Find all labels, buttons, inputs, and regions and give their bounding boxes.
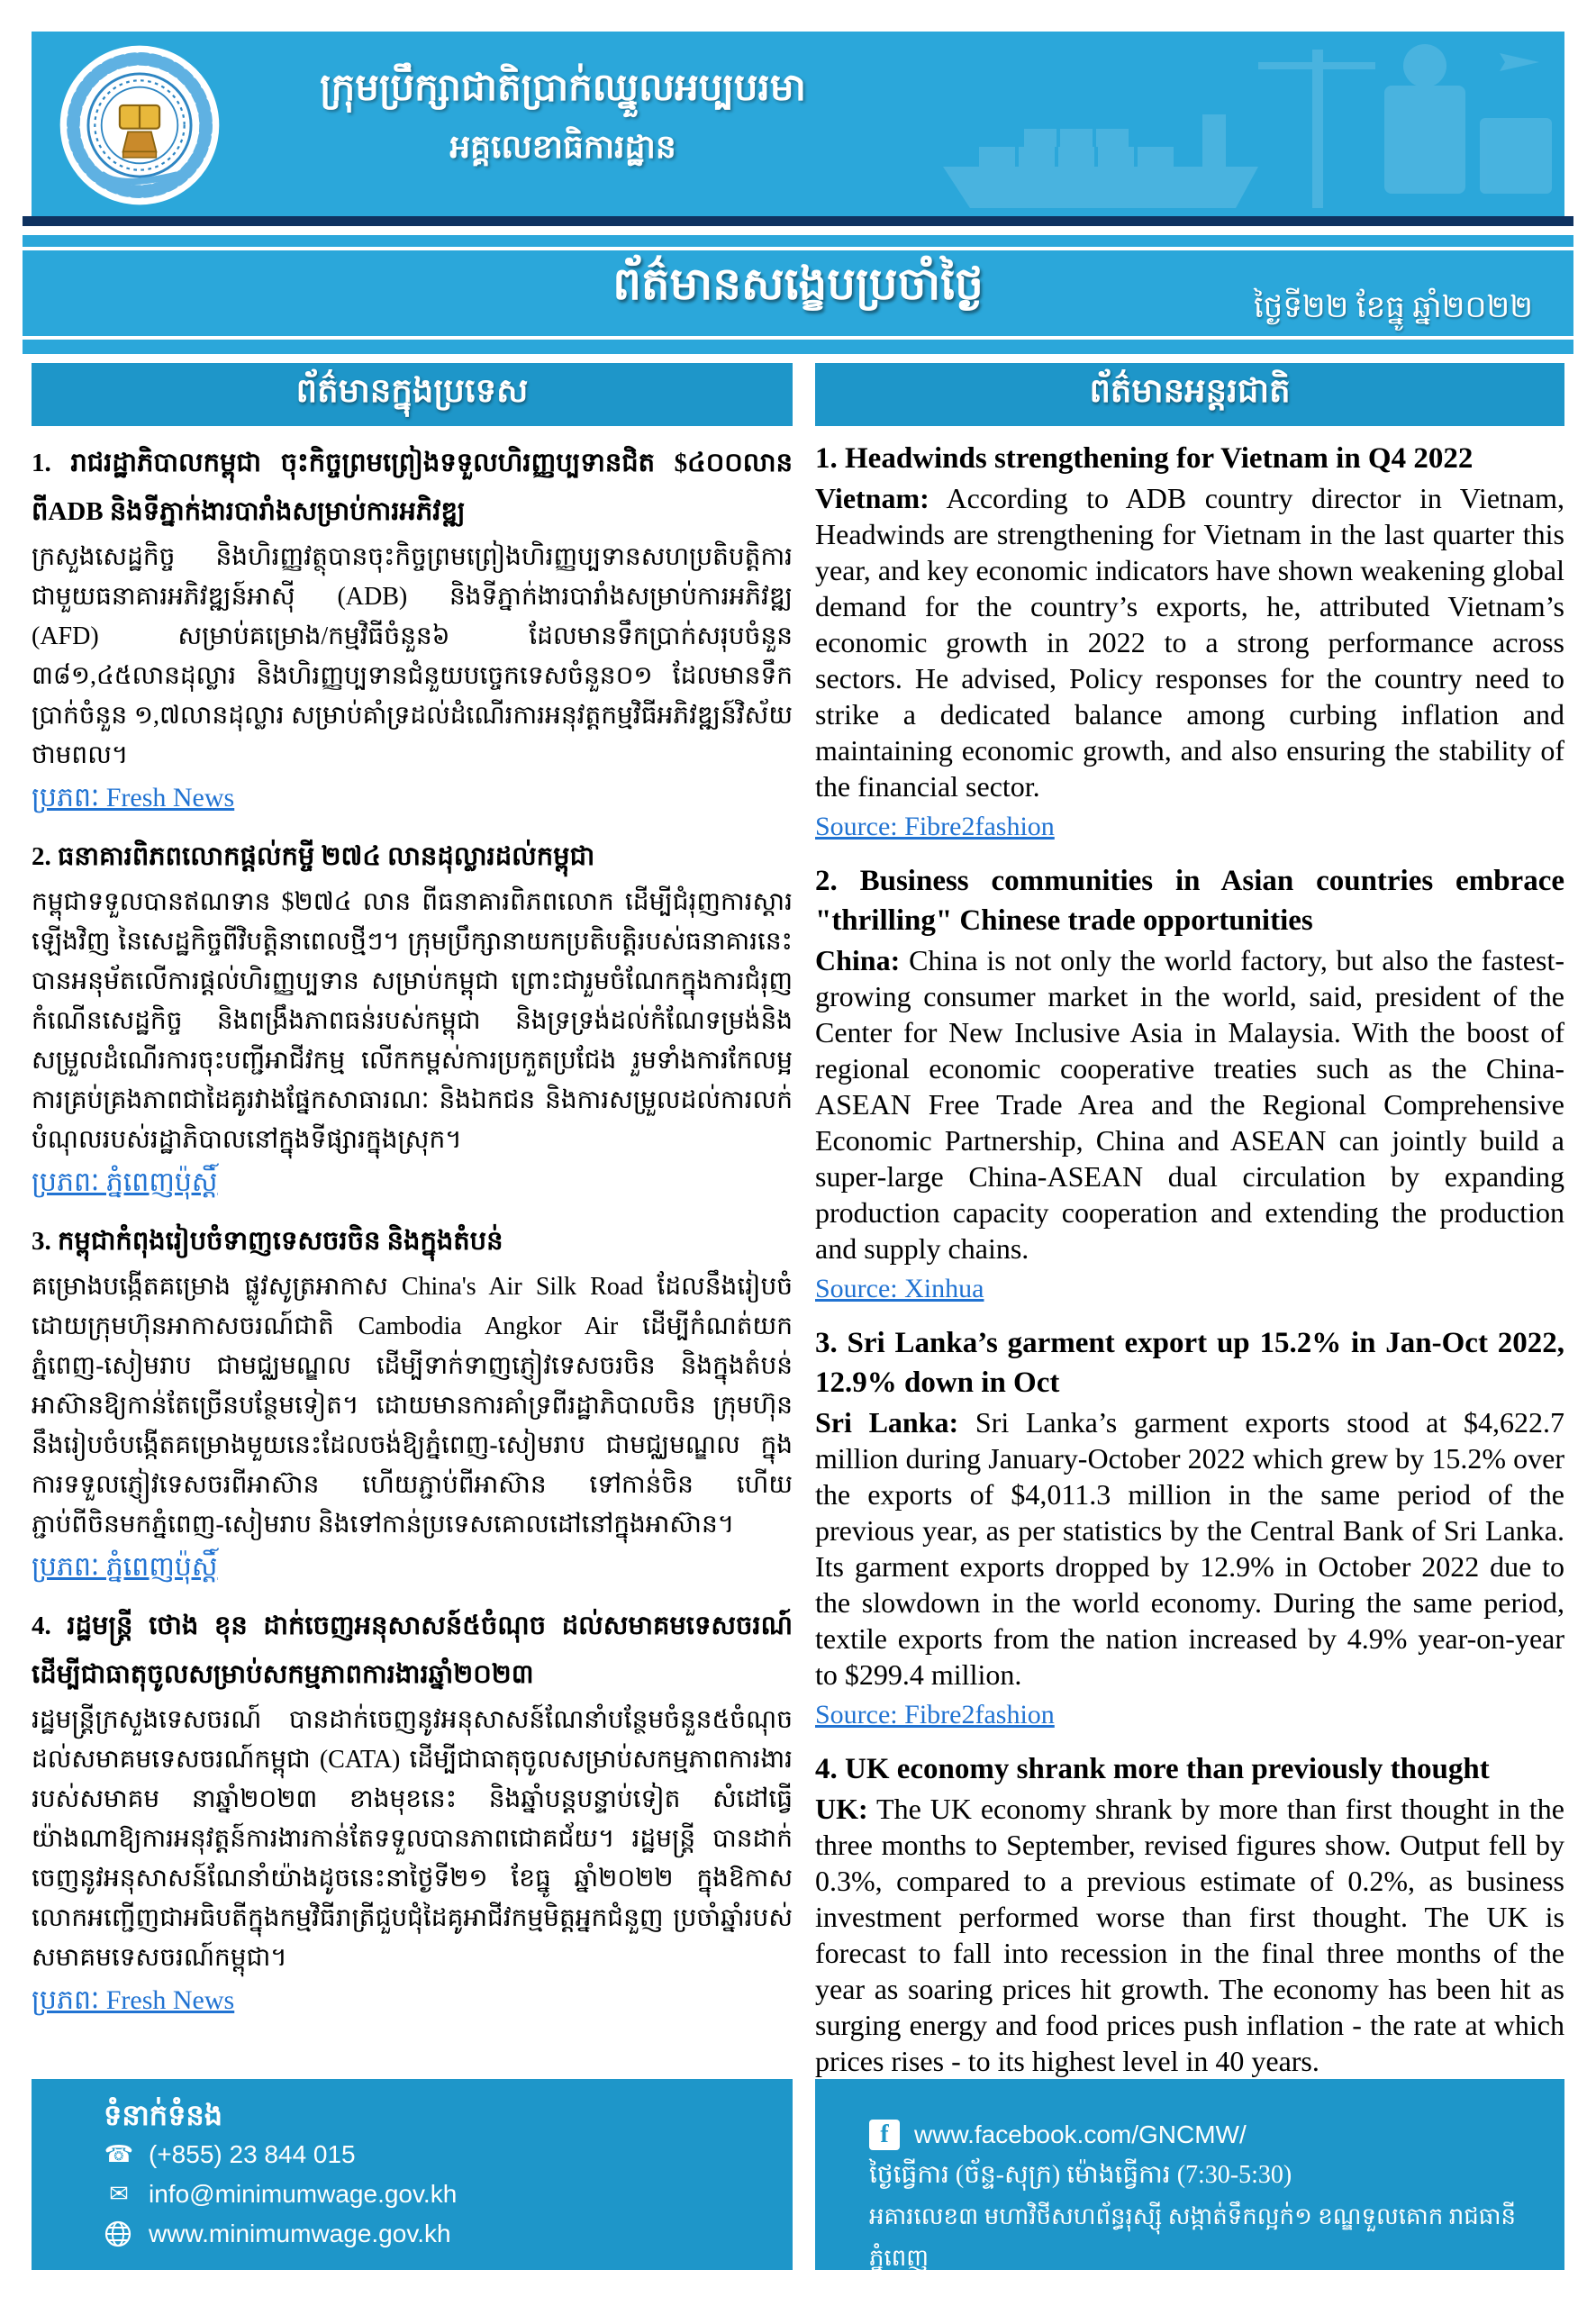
phone-row [104,2135,766,2174]
article-text: China is not only the world factory, but also the fastest-growing consumer market in the world, said, president of the Center for New Inclusive Asia in Malaysia. With the boost of regional economic cooperative treaties such as the China-ASEAN Free Trade Area and the Regional Comprehensive Economic Partnership, China and ASEAN can jointly build a super-large China-ASEAN dual circulation by expanding production capacity cooperation and extending the production and supply chains. [815,944,1565,1265]
international-article-1 [815,439,1564,852]
section-header-international [815,363,1564,426]
article-title: 2. ធនាគារពិភពលោកផ្តល់កម្ចី ២៧៤ លានដុល្លារដល់កម្ពុជា [32,842,595,871]
domestic-article-4 [32,1602,793,2026]
article-text: The UK economy shrank by more than first thought in the three months to September, revised figures show. Output fell by 0.3%, compared to a previous estimate of 0.2%, as business investment performed worse than first thought. The UK is forecast to fall into recession in the final three months of the year as soaring prices hit growth. The economy has been hit as surging energy and food prices push inflation - the rate at which prices rises - to its highest level in 40 years. [815,1793,1565,2077]
international-news-column [815,435,1564,2079]
issue-date: ថ្ងៃទី២២ ខែធ្នូ ឆ្នាំ២០២២ [1253,291,1533,324]
article-text: Sri Lanka’s garment exports stood at $4,622.7 million during January-October 2022 which grew by 15.2% over the exports of $4,011.3 million in the same period of the previous year, as per statistics by the Central Bank of Sri Lanka. Its garment exports dropped by 12.9% in October 2022 due to the slowdown in the world economy. During the same period, textile exports from the nation increased by 4.9% year-on-year to $299.4 million. [815,1406,1565,1691]
article-title: 4. រដ្ឋមន្ត្រី ថោង ខុន ដាក់ចេញអនុសាសន៍៥ចំណុច ដល់សមាគមទេសចរណ៍ ដើម្បីជាធាតុចូលសម្រាប់សកម្មភាពការងារឆ្នាំ២០២៣ [32,1611,793,1689]
article-title: 1. Headwinds strengthening for Vietnam in Q4 2022 [815,442,1474,475]
contact-title: ទំនាក់ទំនង [104,2099,223,2131]
article-title: 3. Sri Lanka’s garment export up 15.2% in Jan-Oct 2022, 12.9% down in Oct [815,1327,1564,1399]
masthead [23,250,1573,336]
article-title: 3. កម្ពុជាកំពុងរៀបចំទាញទេសចរចិន និងក្នុងតំបន់ [32,1227,503,1256]
facebook-row [869,2115,1537,2155]
port-illustration [754,32,1564,219]
office-address: អគារលេខ៣ មហាវិថីសហព័ន្ធរុស្ស៊ី សង្កាត់ទឹកល្អក់១ ខណ្ឌទួលគោក រាជធានីភ្នំពេញ [869,2203,1517,2271]
email-icon: ✉ [109,2181,129,2208]
org-subtitle: អគ្គលេខាធិការដ្ឋាន [449,129,676,165]
masthead-strip-top [23,235,1573,247]
page-title: ព័ត៌មានសង្ខេបប្រចាំថ្ងៃ [612,259,984,309]
article-body [815,942,1564,1266]
navy-divider [23,216,1573,226]
article-body [815,1404,1564,1693]
org-name: ក្រុមប្រឹក្សាជាតិប្រាក់ឈ្នួលអប្បបរមា [320,68,806,109]
international-article-2 [815,861,1564,1314]
article-lead: UK: [815,1793,868,1825]
article-lead: Vietnam: [815,482,929,514]
email-address[interactable]: info@minimumwage.gov.kh [149,2180,458,2208]
domestic-article-1 [32,439,793,823]
contact-footer [32,2079,793,2270]
source-link[interactable]: Source: Xinhua [815,1274,984,1303]
article-body: កម្ពុជាទទួលបានឥណទាន $២៧៤ លាន ពីធនាគារពិភពលោក ដើម្បីជំរុញការស្ដារឡើងវិញ នៃសេដ្ឋកិច្ចពីវិបត្តិនាពេលថ្មីៗ។ ក្រុមប្រឹក្សានាយកប្រតិបត្តិរបស់ធនាគារនេះ បានអនុម័តលើការផ្ដល់ហិរញ្ញប្បទាន សម្រាប់កម្ពុជា ព្រោះជារួមចំណែកក្នុងការជំរុញកំណើនសេដ្ឋកិច្ច និងពង្រឹងភាពធន់របស់កម្ពុជា និងទ្រទ្រង់ដល់កំណែទម្រង់និងសម្រួលដំណើរការចុះបញ្ជីអាជីវកម្ម លើកកម្ពស់ការប្រកួតប្រជែង រួមទាំងការកែលម្អ ការគ្រប់គ្រងភាពជាដៃគូរវាងផ្នែកសាធារណៈ និងឯកជន និងការសម្រួលដល់ការលក់បំណុលរបស់រដ្ឋាភិបាលនៅក្នុងទីផ្សារក្នុងស្រុក។ [32,888,793,1154]
org-logo [57,42,222,208]
facebook-icon: f [869,2120,900,2150]
section-title-international: ព័ត៌មានអន្តរជាតិ [1089,373,1291,410]
source-link[interactable]: ប្រភពៈ Fresh News [32,1985,235,2015]
source-link[interactable]: ប្រភពៈ Fresh News [32,783,235,813]
domestic-news-column [32,435,793,2079]
source-link[interactable]: ប្រភពៈ ភ្នំពេញប៉ុស្ដិ៍ [32,1167,218,1197]
email-row [104,2174,766,2214]
article-body: គម្រោងបង្កើតគម្រោង ផ្លូវសូត្រអាកាស China's Air Silk Road ដែលនឹងរៀបចំដោយក្រុមហ៊ុនអាកាសចរណ៍ជាតិ Cambodia Angkor Air ដើម្បីកំណត់យកភ្នំពេញ-សៀមរាប ជាមជ្ឈមណ្ឌល ដើម្បីទាក់ទាញភ្ញៀវទេសចរចិន និងក្នុងតំបន់អាស៊ានឱ្យកាន់តែច្រើនបន្ថែមទៀត។ ដោយមានការគាំទ្រពីរដ្ឋាភិបាលចិន ក្រុមហ៊ុននឹងរៀបចំបង្កើតគម្រោងមួយនេះដែលចង់ឱ្យភ្នំពេញ-សៀមរាប ជាមជ្ឈមណ្ឌល ក្នុងការទទួលភ្ញៀវទេសចរពីអាស៊ាន ហើយភ្ជាប់ពីអាស៊ាន ទៅកាន់ចិន ហើយភ្ជាប់ពីចិនមកភ្នំពេញ-សៀមរាប និងទៅកាន់ប្រទេសគោលដៅនៅក្នុងអាស៊ាន។ [32,1273,793,1539]
article-lead: China: [815,944,901,976]
website-row [104,2214,766,2254]
international-article-4 [815,1749,1564,2127]
facebook-url[interactable]: www.facebook.com/GNCMW/ [914,2120,1247,2148]
source-link[interactable]: Source: Fibre2fashion [815,1700,1055,1730]
section-title-domestic: ព័ត៌មានក្នុងប្រទេស [295,373,529,410]
article-lead: Sri Lanka: [815,1406,959,1439]
header-banner [32,32,1564,219]
source-link[interactable]: Source: Fibre2fashion [815,812,1055,841]
article-body [815,480,1564,804]
international-article-3 [815,1323,1564,1740]
section-header-domestic [32,363,793,426]
article-title: 4. UK economy shrank more than previously thought [815,1753,1490,1785]
phone-number[interactable]: (+855) 23 844 015 [149,2140,356,2168]
article-body: រដ្ឋមន្ត្រីក្រសួងទេសចរណ៍ បានដាក់ចេញនូវអនុសាសន៍ណែនាំបន្ថែមចំនួន៥ចំណុច ដល់សមាគមទេសចរណ៍កម្ពុជា (CATA) ដើម្បីជាធាតុចូលសម្រាប់សកម្មភាពការងាររបស់សមាគម នាឆ្នាំ២០២៣ ខាងមុខនេះ និងឆ្នាំបន្តបន្ទាប់ទៀត សំដៅធ្វើយ៉ាងណាឱ្យការអនុវត្តន៍ការងារកាន់តែទទួលបានភាពជោគជ័យ។ រដ្ឋមន្ត្រី បានដាក់ចេញនូវអនុសាសន៍ណែនាំយ៉ាងដូចនេះនាថ្ងៃទី២១ ខែធ្នូ ឆ្នាំ២០២២ ក្នុងឱកាសលោកអញ្ជើញជាអធិបតីក្នុងកម្មវិធីរាត្រីជួបជុំដៃគូអាជីវកម្មមិត្តអ្នកជំនួញ ប្រចាំឆ្នាំរបស់សមាគមទេសចរណ៍កម្ពុជា។ [32,1706,793,1972]
globe-icon [104,2220,134,2248]
website-url[interactable]: www.minimumwage.gov.kh [149,2220,451,2247]
domestic-article-3 [32,1217,793,1593]
article-title: 1. រាជរដ្ឋាភិបាលកម្ពុជា ចុះកិច្ចព្រមព្រៀងទទួលហិរញ្ញប្បទានជិត $៤០០លាន ពីADB និងទីភ្នាក់ងារបារាំងសម្រាប់ការអភិវឌ្ឍ [32,449,793,526]
social-footer [815,2079,1564,2270]
domestic-article-2 [32,832,793,1208]
masthead-strip-bottom [23,340,1573,354]
org-logo-emblem [57,42,222,208]
phone-icon: ☎ [104,2141,134,2168]
article-body: ក្រសួងសេដ្ឋកិច្ច និងហិរញ្ញវត្ថុបានចុះកិច្ចព្រមព្រៀងហិរញ្ញប្បទានសហប្រតិបត្តិការ ជាមួយធនាគារអភិវឌ្ឍន៍អាស៊ី (ADB) និងទីភ្នាក់ងារបារាំងសម្រាប់ការអភិវឌ្ឍ (AFD) សម្រាប់គម្រោង/កម្មវិធីចំនួន៦ ដែលមានទឹកប្រាក់សរុបចំនួន ៣៨១,៤៥លានដុល្លារ និងហិរញ្ញប្បទានជំនួយបច្ចេកទេសចំនួន០១ ដែលមានទឹកប្រាក់ចំនួន ១,៧លានដុល្លារ សម្រាប់គាំទ្រដល់ដំណើរការអនុវត្តកម្មវិធីអភិវឌ្ឍន៍វិស័យថាមពល។ [32,543,793,769]
article-body [815,1791,1564,2079]
article-title: 2. Business communities in Asian countries embrace "thrilling" Chinese trade opportunities [815,865,1564,937]
working-hours: ថ្ងៃធ្វើការ (ច័ន្ទ-សុក្រ) ម៉ោងធ្វើការ (7:30-5:30) [869,2161,1292,2189]
article-text: According to ADB country director in Vietnam, Headwinds are strengthening for Vietnam in the last quarter this year, and key economic indicators have shown weakening global demand for the country’s exports, he, attributed Vietnam’s economic growth in 2022 to a strong performance across sectors. He advised, Policy responses for the country need to strike a dedicated balance among curbing inflation and maintaining economic growth, and also ensuring the stability of the financial sector. [815,482,1565,803]
source-link[interactable]: ប្រភពៈ ភ្នំពេញប៉ុស្ដិ៍ [32,1552,218,1582]
